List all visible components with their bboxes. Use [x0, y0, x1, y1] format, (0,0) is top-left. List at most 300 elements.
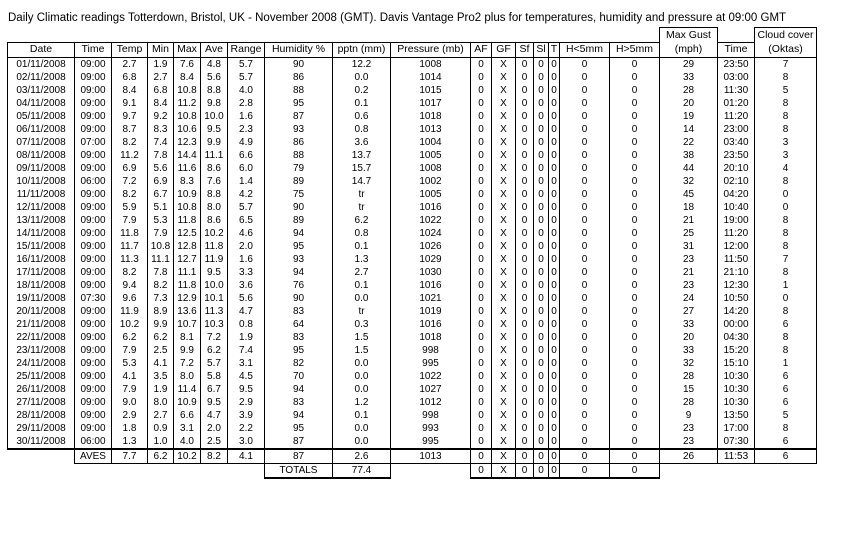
table-cell: 0: [516, 357, 534, 370]
table-row: [8, 110, 817, 123]
table-cell: 0: [610, 188, 660, 201]
totals-sl: 0: [534, 463, 549, 478]
table-cell: 3.5: [148, 370, 174, 383]
aves-t: 0: [549, 449, 560, 464]
table-cell: 82: [265, 357, 333, 370]
table-cell: 1016: [391, 201, 471, 214]
table-cell: 993: [391, 422, 471, 435]
table-cell: 90: [265, 201, 333, 214]
table-cell: 8.0: [174, 370, 201, 383]
table-cell: 1.4: [228, 175, 265, 188]
table-cell: 0: [610, 214, 660, 227]
table-cell: 9.0: [112, 396, 148, 409]
table-cell: 9.5: [201, 123, 228, 136]
table-cell: 0: [471, 409, 492, 422]
table-cell: 0: [471, 240, 492, 253]
table-cell: 0: [516, 409, 534, 422]
table-cell: 8.3: [174, 175, 201, 188]
table-cell: 0: [610, 57, 660, 71]
table-cell: 0: [560, 71, 610, 84]
table-body: [8, 57, 817, 449]
table-cell: 9.5: [201, 396, 228, 409]
table-cell: 0.0: [333, 292, 391, 305]
table-cell: 0: [549, 188, 560, 201]
table-cell: 9.9: [174, 344, 201, 357]
table-cell: 6.6: [228, 149, 265, 162]
table-row: [8, 97, 817, 110]
table-cell: 5: [755, 409, 817, 422]
table-cell: 95: [265, 344, 333, 357]
table-cell: 5.7: [228, 57, 265, 71]
table-cell: X: [492, 292, 516, 305]
table-cell: 86: [265, 71, 333, 84]
table-cell: 10.9: [174, 188, 201, 201]
table-cell: 1030: [391, 266, 471, 279]
table-cell: 6.0: [228, 162, 265, 175]
table-cell: 0: [610, 409, 660, 422]
aves-af: 0: [471, 449, 492, 464]
table-cell: 0: [610, 305, 660, 318]
column-header: pptn (mm): [333, 42, 391, 57]
climate-table: [7, 27, 817, 479]
table-cell: 1016: [391, 318, 471, 331]
table-cell: 0: [549, 422, 560, 435]
table-cell: 8.3: [148, 123, 174, 136]
table-cell: 0: [560, 435, 610, 449]
table-cell: 9: [660, 409, 718, 422]
table-cell: 0: [549, 292, 560, 305]
table-cell: 87: [265, 435, 333, 449]
table-cell: 11.7: [112, 240, 148, 253]
table-cell: 7: [755, 57, 817, 71]
table-cell: 12.3: [174, 136, 201, 149]
table-cell: X: [492, 110, 516, 123]
table-cell: 6.9: [148, 175, 174, 188]
table-cell: X: [492, 214, 516, 227]
table-cell: 0: [534, 123, 549, 136]
table-cell: 09:00: [75, 409, 112, 422]
table-cell: 0: [549, 84, 560, 97]
table-cell: 94: [265, 227, 333, 240]
table-cell: 86: [265, 136, 333, 149]
table-cell: 0: [471, 123, 492, 136]
table-cell: 0: [516, 370, 534, 383]
column-header: H>5mm: [610, 42, 660, 57]
table-cell: 0: [534, 110, 549, 123]
table-cell: 6.2: [112, 331, 148, 344]
totals-sf: 0: [516, 463, 534, 478]
aves-sf: 0: [516, 449, 534, 464]
table-cell: 64: [265, 318, 333, 331]
table-cell: 3: [755, 136, 817, 149]
table-cell: 7.9: [148, 227, 174, 240]
table-cell: 95: [265, 240, 333, 253]
totals-h-gt5: 0: [610, 463, 660, 478]
table-cell: 28: [660, 84, 718, 97]
table-cell: 29/11/2008: [8, 422, 75, 435]
table-cell: 0: [534, 188, 549, 201]
table-row: [8, 370, 817, 383]
table-cell: 0.0: [333, 435, 391, 449]
column-header: Sf: [516, 42, 534, 57]
table-cell: 14.7: [333, 175, 391, 188]
table-cell: 3.1: [228, 357, 265, 370]
table-cell: X: [492, 201, 516, 214]
table-cell: 0: [534, 71, 549, 84]
table-cell: 5.8: [201, 370, 228, 383]
table-cell: 13/11/2008: [8, 214, 75, 227]
averages-row: [8, 449, 817, 464]
table-cell: 09:00: [75, 214, 112, 227]
table-cell: 09:00: [75, 188, 112, 201]
column-header: Date: [8, 42, 75, 57]
table-cell: 18: [660, 201, 718, 214]
table-cell: 8.6: [201, 162, 228, 175]
table-cell: 0: [534, 435, 549, 449]
table-cell: 2.9: [228, 396, 265, 409]
table-cell: 0: [516, 266, 534, 279]
table-cell: 0: [534, 422, 549, 435]
table-cell: 0: [516, 331, 534, 344]
table-cell: 0: [471, 175, 492, 188]
table-cell: 8.2: [112, 136, 148, 149]
table-cell: 21: [660, 266, 718, 279]
table-cell: 0: [549, 370, 560, 383]
table-cell: 94: [265, 266, 333, 279]
table-cell: 0: [534, 97, 549, 110]
table-row: [8, 331, 817, 344]
table-cell: 0: [534, 57, 549, 71]
header-row: [8, 42, 817, 57]
table-cell: 09:00: [75, 422, 112, 435]
table-cell: 95: [265, 422, 333, 435]
table-cell: X: [492, 253, 516, 266]
table-cell: 2.9: [112, 409, 148, 422]
table-cell: 07/11/2008: [8, 136, 75, 149]
table-cell: 2.7: [148, 71, 174, 84]
table-cell: 32: [660, 357, 718, 370]
table-cell: 0: [516, 227, 534, 240]
table-cell: 22/11/2008: [8, 331, 75, 344]
table-cell: 09:00: [75, 149, 112, 162]
table-cell: tr: [333, 188, 391, 201]
table-cell: 0.2: [333, 84, 391, 97]
table-cell: 70: [265, 370, 333, 383]
table-cell: 0: [610, 110, 660, 123]
table-cell: 0: [610, 396, 660, 409]
table-cell: X: [492, 162, 516, 175]
table-cell: 0: [549, 71, 560, 84]
table-cell: 15:10: [718, 357, 755, 370]
column-header: Range: [228, 42, 265, 57]
table-cell: 11.3: [112, 253, 148, 266]
table-cell: 11.2: [112, 149, 148, 162]
table-cell: 0.1: [333, 97, 391, 110]
table-cell: 03:00: [718, 71, 755, 84]
table-row: [8, 266, 817, 279]
table-cell: 0: [610, 227, 660, 240]
table-cell: 17:00: [718, 422, 755, 435]
table-cell: 5.6: [201, 71, 228, 84]
table-cell: 0: [534, 331, 549, 344]
table-cell: 15/11/2008: [8, 240, 75, 253]
table-cell: 6: [755, 318, 817, 331]
table-cell: 8.2: [148, 279, 174, 292]
table-cell: 1022: [391, 370, 471, 383]
column-header: H<5mm: [560, 42, 610, 57]
table-cell: 00:00: [718, 318, 755, 331]
table-cell: X: [492, 396, 516, 409]
table-cell: 12:30: [718, 279, 755, 292]
table-cell: 9.4: [112, 279, 148, 292]
table-cell: 12.9: [174, 292, 201, 305]
table-cell: 0: [549, 357, 560, 370]
table-cell: 12/11/2008: [8, 201, 75, 214]
table-cell: 0: [560, 370, 610, 383]
table-cell: 7.2: [174, 357, 201, 370]
table-cell: 87: [265, 110, 333, 123]
table-cell: X: [492, 136, 516, 149]
table-cell: 8.2: [112, 266, 148, 279]
column-header: Time: [75, 42, 112, 57]
table-cell: 1002: [391, 175, 471, 188]
table-cell: 11.1: [148, 253, 174, 266]
table-cell: 0: [549, 253, 560, 266]
table-row: [8, 123, 817, 136]
table-cell: 0: [516, 57, 534, 71]
table-cell: 0: [560, 84, 610, 97]
table-cell: 10:50: [718, 292, 755, 305]
table-cell: 0: [610, 318, 660, 331]
column-header: Temp: [112, 42, 148, 57]
totals-pptn: 77.4: [333, 463, 391, 478]
table-cell: 3: [755, 149, 817, 162]
table-cell: 7: [755, 253, 817, 266]
table-cell: X: [492, 305, 516, 318]
table-cell: 10:30: [718, 396, 755, 409]
table-cell: 6.2: [333, 214, 391, 227]
aves-min: 6.2: [148, 449, 174, 464]
table-cell: 20:10: [718, 162, 755, 175]
table-cell: 0: [516, 201, 534, 214]
table-cell: 0: [471, 110, 492, 123]
table-cell: 09:00: [75, 331, 112, 344]
table-cell: 5.3: [112, 357, 148, 370]
table-cell: 8.7: [112, 123, 148, 136]
table-cell: 11.8: [174, 214, 201, 227]
table-cell: 2.0: [201, 422, 228, 435]
table-cell: X: [492, 383, 516, 396]
table-cell: 09:00: [75, 123, 112, 136]
table-cell: 06:00: [75, 435, 112, 449]
table-cell: 09:00: [75, 344, 112, 357]
totals-gf: X: [492, 463, 516, 478]
table-cell: 0: [560, 279, 610, 292]
table-cell: 8: [755, 240, 817, 253]
table-cell: 09:00: [75, 57, 112, 71]
table-cell: 9.7: [112, 110, 148, 123]
table-cell: 7.6: [201, 175, 228, 188]
table-cell: 07:00: [75, 136, 112, 149]
table-cell: 0: [471, 71, 492, 84]
table-cell: 09:00: [75, 110, 112, 123]
table-cell: 1.5: [333, 331, 391, 344]
table-cell: 13.7: [333, 149, 391, 162]
table-cell: 0: [549, 396, 560, 409]
table-cell: 11.9: [112, 305, 148, 318]
table-cell: 2.5: [148, 344, 174, 357]
table-cell: X: [492, 240, 516, 253]
table-cell: 24: [660, 292, 718, 305]
table-cell: 7.8: [148, 266, 174, 279]
table-cell: X: [492, 57, 516, 71]
table-cell: 9.1: [112, 97, 148, 110]
table-cell: 1.0: [148, 435, 174, 449]
table-cell: 11.4: [174, 383, 201, 396]
table-cell: X: [492, 279, 516, 292]
table-cell: 1018: [391, 110, 471, 123]
table-cell: 0: [516, 253, 534, 266]
table-cell: 21:10: [718, 266, 755, 279]
table-row: [8, 71, 817, 84]
table-cell: 11/11/2008: [8, 188, 75, 201]
table-cell: 4.7: [228, 305, 265, 318]
table-cell: 0: [471, 357, 492, 370]
table-cell: 0: [516, 383, 534, 396]
table-cell: 32: [660, 175, 718, 188]
table-cell: 1.9: [148, 383, 174, 396]
table-cell: X: [492, 188, 516, 201]
table-cell: 0: [610, 292, 660, 305]
table-cell: 0: [471, 188, 492, 201]
table-cell: 0: [471, 396, 492, 409]
totals-t: 0: [549, 463, 560, 478]
table-cell: 6.2: [201, 344, 228, 357]
table-cell: 0: [534, 357, 549, 370]
aves-gust: 26: [660, 449, 718, 464]
table-cell: 6.9: [112, 162, 148, 175]
table-cell: 08/11/2008: [8, 149, 75, 162]
table-cell: 9.9: [148, 318, 174, 331]
table-cell: 09:00: [75, 305, 112, 318]
table-cell: 10.3: [201, 318, 228, 331]
table-cell: 1005: [391, 188, 471, 201]
table-cell: 0: [549, 266, 560, 279]
table-cell: 0: [534, 279, 549, 292]
table-cell: 0: [471, 227, 492, 240]
table-cell: 8: [755, 214, 817, 227]
table-cell: 8.1: [174, 331, 201, 344]
table-cell: 0: [471, 370, 492, 383]
table-cell: 33: [660, 71, 718, 84]
table-cell: 0: [560, 175, 610, 188]
table-cell: 8: [755, 227, 817, 240]
table-cell: tr: [333, 305, 391, 318]
table-cell: 0.8: [228, 318, 265, 331]
table-row: [8, 188, 817, 201]
table-cell: 0: [549, 279, 560, 292]
table-cell: 0: [549, 305, 560, 318]
table-cell: 12.5: [174, 227, 201, 240]
table-cell: 0: [471, 97, 492, 110]
table-cell: 0: [549, 344, 560, 357]
table-cell: 0: [560, 214, 610, 227]
table-cell: 0: [516, 71, 534, 84]
table-cell: 26/11/2008: [8, 383, 75, 396]
cloud-header-top: Cloud cover: [755, 28, 817, 43]
table-cell: 07:30: [718, 435, 755, 449]
table-cell: 45: [660, 188, 718, 201]
table-cell: 1.9: [228, 331, 265, 344]
table-cell: 7.9: [112, 383, 148, 396]
table-cell: 1008: [391, 162, 471, 175]
table-cell: 0.1: [333, 279, 391, 292]
table-cell: 89: [265, 214, 333, 227]
table-cell: 998: [391, 409, 471, 422]
table-cell: 6.5: [228, 214, 265, 227]
table-cell: 1017: [391, 97, 471, 110]
table-cell: 11:20: [718, 227, 755, 240]
table-cell: 1.8: [112, 422, 148, 435]
aves-temp: 7.7: [112, 449, 148, 464]
table-cell: 0: [549, 240, 560, 253]
table-cell: X: [492, 318, 516, 331]
table-cell: 3.0: [228, 435, 265, 449]
table-cell: 09:00: [75, 318, 112, 331]
table-cell: 0: [516, 279, 534, 292]
column-header: Min: [148, 42, 174, 57]
aves-h-lt5: 0: [560, 449, 610, 464]
column-header: Max: [174, 42, 201, 57]
table-cell: 04/11/2008: [8, 97, 75, 110]
aves-humidity: 87: [265, 449, 333, 464]
table-cell: 27/11/2008: [8, 396, 75, 409]
table-row: [8, 149, 817, 162]
table-cell: 0.0: [333, 357, 391, 370]
table-cell: 09:00: [75, 201, 112, 214]
table-cell: 0: [516, 422, 534, 435]
table-cell: 09:00: [75, 266, 112, 279]
table-cell: 5: [755, 84, 817, 97]
table-cell: 0: [549, 409, 560, 422]
table-cell: 33: [660, 318, 718, 331]
table-row: [8, 396, 817, 409]
table-cell: 0: [610, 422, 660, 435]
totals-af: 0: [471, 463, 492, 478]
table-cell: 0: [534, 227, 549, 240]
aves-pptn: 2.6: [333, 449, 391, 464]
table-cell: 0: [534, 136, 549, 149]
table-cell: 01/11/2008: [8, 57, 75, 71]
table-cell: 8.8: [201, 84, 228, 97]
table-cell: 0.0: [333, 422, 391, 435]
table-cell: X: [492, 175, 516, 188]
table-cell: 0: [560, 396, 610, 409]
table-cell: 1.2: [333, 396, 391, 409]
table-cell: 24/11/2008: [8, 357, 75, 370]
table-cell: 1013: [391, 123, 471, 136]
table-cell: 0: [534, 396, 549, 409]
table-cell: 6: [755, 383, 817, 396]
table-cell: 0: [549, 136, 560, 149]
column-header: T: [549, 42, 560, 57]
table-cell: 0: [534, 305, 549, 318]
table-cell: 0: [560, 240, 610, 253]
table-cell: 17/11/2008: [8, 266, 75, 279]
table-cell: 0: [610, 266, 660, 279]
table-cell: 6: [755, 370, 817, 383]
table-cell: 0: [534, 409, 549, 422]
